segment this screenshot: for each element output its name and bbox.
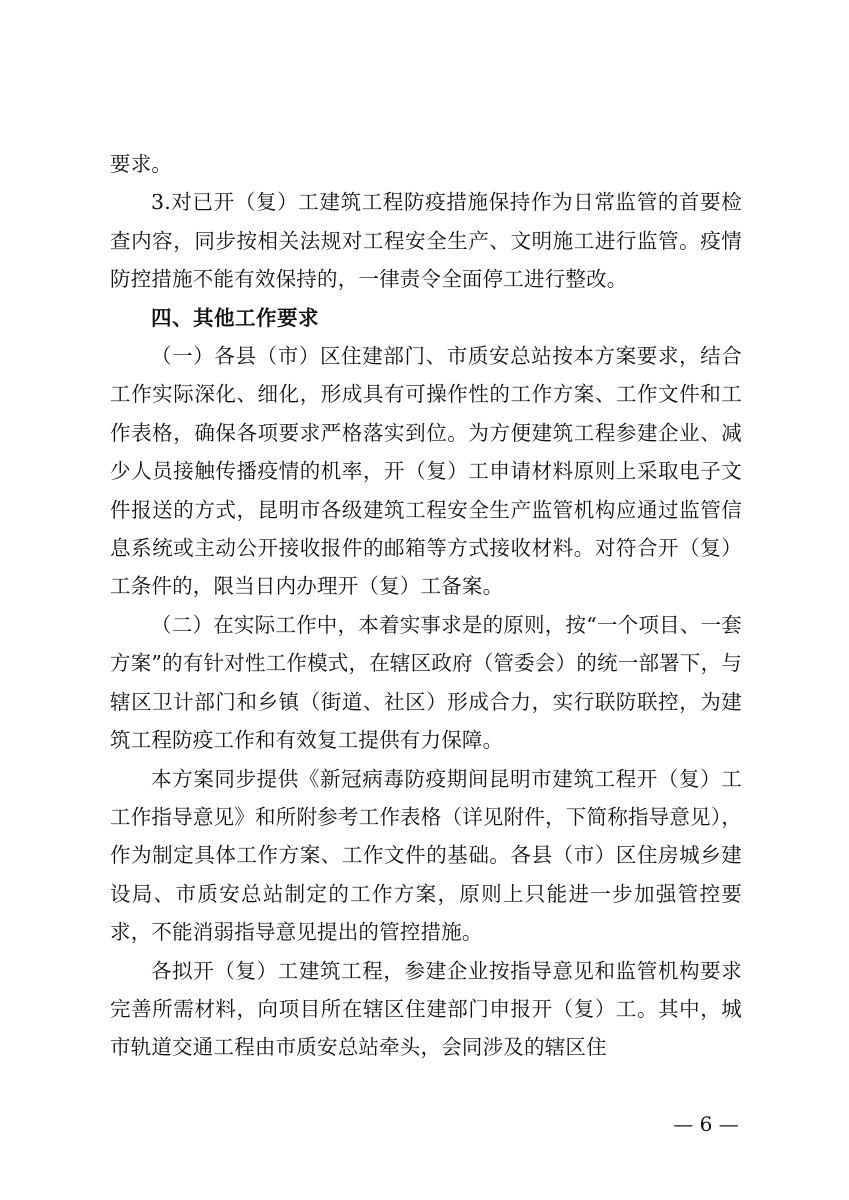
paragraph-sub-1: （一）各县（市）区住建部门、市质安总站按本方案要求，结合工作实际深化、细化，形成具有可操作性的工作方案、工作文件和工作表格，确保各项要求严格落实到位。为方便建筑工程参建企业、减少人员接触传播疫情的机率，开（复）工申请材料原则上采取电子文件报送的方式，昆明市各级建筑工程安全生产监管机构应通过监管信息系统或主动公开接收报件的邮箱等方式接收材料。对符合开（复）工条件的，限当日内办理开（复）工备案。	[110, 344, 742, 599]
section-heading-other-requirements: 四、其他工作要求	[151, 305, 319, 330]
paragraph-application: 各拟开（复）工建筑工程，参建企业按指导意见和监管机构要求完善所需材料，向项目所在辖区住建部门申报开（复）工。其中，城市轨道交通工程由市质安总站牵头，会同涉及的辖区住	[110, 958, 742, 1060]
paragraph-continuation: 要求。	[110, 152, 173, 176]
paragraph-guidance: 本方案同步提供《新冠病毒防疫期间昆明市建筑工程开（复）工工作指导意见》和所附参考工作表格（详见附件，下简称指导意见），作为制定具体工作方案、工作文件的基础。各县（市）区住房城乡建设局、市质安总站制定的工作方案，原则上只能进一步加强管控要求，不能消弱指导意见提出的管控措施。	[110, 766, 742, 945]
paragraph-sub-2: （二）在实际工作中，本着实事求是的原则，按“一个项目、一套方案”的有针对性工作模式，在辖区政府（管委会）的统一部署下，与辖区卫计部门和乡镇（街道、社区）形成合力，实行联防联控，为建筑工程防疫工作和有效复工提供有力保障。	[110, 612, 742, 753]
paragraph-item-3: 3.对已开（复）工建筑工程防疫措施保持作为日常监管的首要检查内容，同步按相关法规对工程安全生产、文明施工进行监管。疫情防控措施不能有效保持的，一律责令全面停工进行整改。	[110, 190, 742, 292]
document-body	[110, 145, 742, 1067]
page-number: — 6 —	[673, 1112, 739, 1136]
